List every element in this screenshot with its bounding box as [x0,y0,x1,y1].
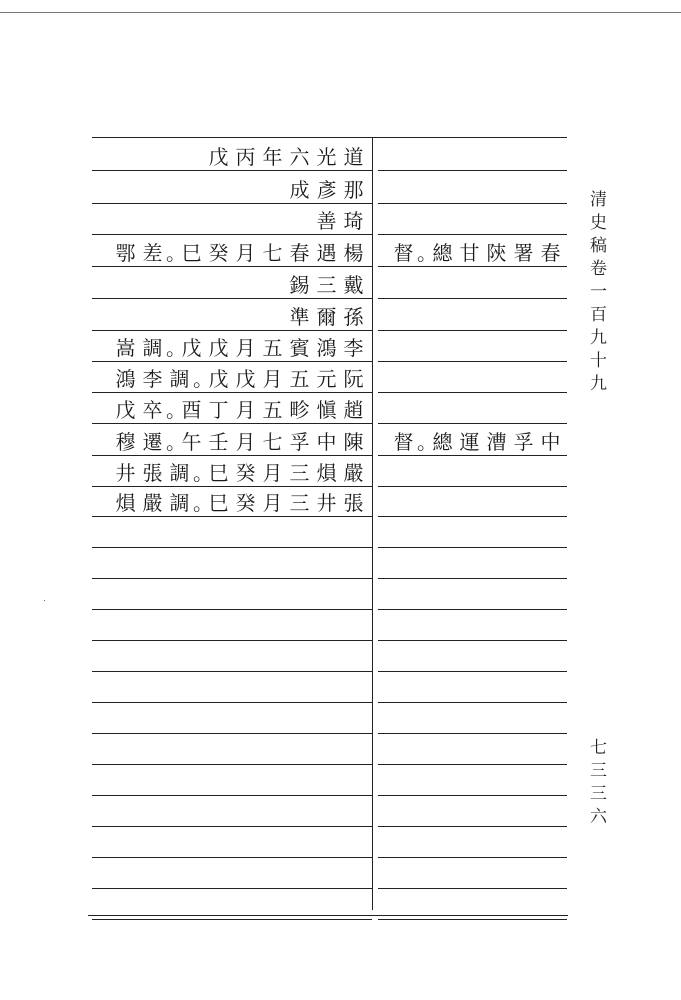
row-rule-left [92,733,372,734]
row-rule-left [92,857,372,858]
roster-entry-left: 戊 丙 年 六 光 道 [208,145,364,169]
roster-entry-left: 鴻 李 調 。 戊 戊 月 五 元 阮 [115,367,364,391]
roster-entry-right [384,486,564,517]
roster-entry-left: 錫 三 戴 [289,273,364,297]
roster-entry-left: 準 爾 孫 [289,305,364,329]
table-top-rule [92,137,567,138]
row-rule-left [92,609,372,610]
roster-entry-right [384,456,564,487]
roster-entry-left: 成 彥 那 [289,178,364,202]
roster-entry-right: 督 。 總 甘 陝 署 春 [393,241,561,265]
row-rule-right [378,547,567,548]
table-bottom-rule [88,915,568,916]
row-rule-right [378,702,567,703]
roster-entry-left: 嵩 調 。 戊 戊 月 五 賓 鴻 李 [115,336,364,360]
row-rule-right [378,764,567,765]
row-rule-left [92,547,372,548]
row-rule-left [92,795,372,796]
row-rule-right [378,795,567,796]
roster-entry-right [384,204,564,235]
row-rule-left [92,671,372,672]
row-rule-right [378,919,567,920]
row-rule-right [378,640,567,641]
row-rule-left [92,640,372,641]
roster-entry-right [384,140,564,171]
row-rule-left [92,919,372,920]
row-rule-right [378,609,567,610]
row-rule-left [92,578,372,579]
row-rule-right [378,578,567,579]
row-rule-right [378,888,567,889]
roster-entry-left: 井 張 調 。 巳 癸 月 三 熉 嚴 [115,461,364,485]
row-rule-left [92,826,372,827]
roster-entry-right: 督 。 總 運 漕 孚 中 [393,430,561,454]
page-top-border [0,12,681,13]
roster-entry-left: 熉 嚴 調 。 巳 癸 月 三 井 張 [115,491,364,515]
row-rule-right [378,671,567,672]
roster-entry-right [384,173,564,204]
column-divider [372,137,373,910]
roster-entry-right [384,268,564,299]
roster-entry-right [384,331,564,362]
roster-entry-right [384,362,564,393]
row-rule-right [378,826,567,827]
roster-entry-right [384,300,564,331]
roster-entry-left: 善 琦 [316,209,364,233]
page-title-vertical: 清史稿卷一百九十九 [586,190,606,397]
roster-entry-left: 戊 卒 。 酉 丁 月 五 畛 愼 趙 [115,398,364,422]
row-rule-left [92,888,372,889]
roster-entry-left: 穆 遷 。 午 壬 月 七 孚 中 陳 [115,430,364,454]
row-rule-right [378,857,567,858]
row-rule-right [378,733,567,734]
page-number-vertical: 七三三六 [586,738,606,830]
roster-entry-left: 鄂 差 。 巳 癸 月 七 春 遇 楊 [115,241,364,265]
row-rule-left [92,764,372,765]
row-rule-left [92,702,372,703]
roster-entry-right [384,393,564,424]
paper-speck [44,600,45,601]
